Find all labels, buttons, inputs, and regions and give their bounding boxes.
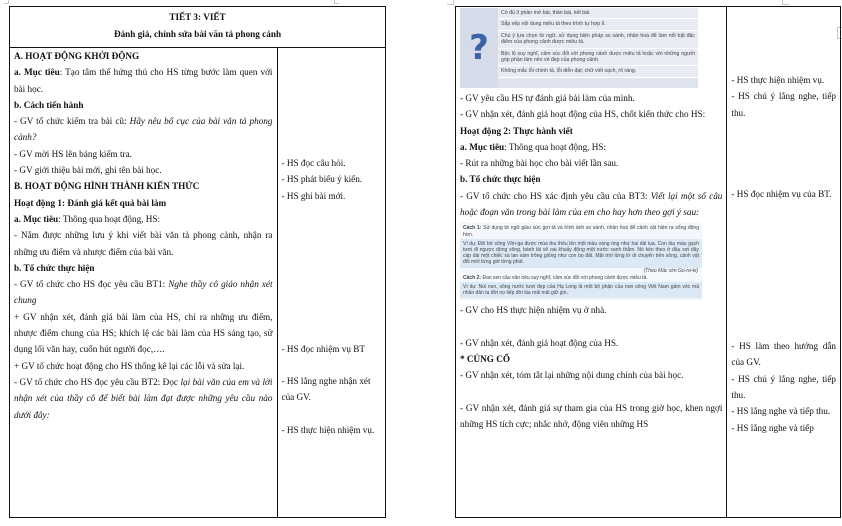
teacher-activity-column bbox=[456, 7, 727, 518]
bt3-instruction bbox=[460, 188, 722, 221]
checklist-figure bbox=[460, 8, 698, 88]
lesson-header-row bbox=[10, 7, 386, 48]
section-a-method: b. Cách tiến hành bbox=[14, 99, 84, 110]
bt1-sub-step: + GV tổ chức hoạt động cho HS thống kê lại các lỗi và sửa lại. bbox=[14, 360, 245, 371]
student-step: - HS đọc nhiệm vụ BT bbox=[281, 343, 365, 354]
student-step: - HS chú ý lắng nghe, tiếp thu. bbox=[731, 91, 836, 118]
activity-2-goal bbox=[460, 139, 722, 155]
goal-text: : Thông qua hoạt động, HS: bbox=[504, 141, 607, 152]
student-step: - HS lắng nghe và tiếp thu. bbox=[731, 406, 831, 417]
goal-item: - Rút ra những bài học cho bài viết lần sau. bbox=[460, 158, 619, 169]
teacher-activity-column bbox=[10, 48, 278, 518]
page-corner-mark bbox=[334, 0, 339, 4]
lesson-title: TIẾT 3: VIẾT bbox=[169, 12, 226, 22]
student-step: - HS đọc nhiệm vụ của BT. bbox=[731, 188, 832, 199]
way-text: Sử dụng từ ngữ giàu sức gợi tả và hình ảnh so sánh, nhân hoá để cảnh vật hiện ra sống động hơn. bbox=[463, 225, 699, 238]
goal-label: a. Mục tiêu bbox=[460, 141, 505, 152]
teacher-step: - GV nhận xét, đánh giá sự tham gia của HS trong giờ học, khen ngợi những HS tích cực; nhắc nhở, động viên những HS bbox=[460, 402, 723, 429]
activity-1-goal bbox=[14, 211, 273, 227]
goal-item: - Nắm được những lưu ý khi viết bài văn tả phong cảnh, nhận ra những ưu điểm và nhược điểm của bài văn. bbox=[14, 230, 273, 257]
student-step: - HS đọc câu hỏi. bbox=[281, 158, 346, 168]
bt2-italic: lại bài văn của em và lời nhận xét của thầy cô để biết bài làm đạt được những yêu cầu nào dưới đây: bbox=[14, 376, 273, 420]
text: - GV tổ chức cho HS đọc yêu cầu BT1: bbox=[14, 279, 169, 290]
way-1 bbox=[460, 224, 702, 238]
student-step: - HS ghi bài mới. bbox=[281, 190, 346, 201]
student-activity-column bbox=[277, 48, 386, 518]
lesson-body-row bbox=[10, 48, 386, 518]
teacher-step: - GV nhận xét, tóm tắt lại những nội dung chính của bài học. bbox=[460, 370, 684, 381]
goal-label: a. Mục tiêu bbox=[14, 67, 60, 78]
activity-1-heading: Hoạt động 1: Đánh giá kết quả bài làm bbox=[14, 197, 167, 208]
checklist-item: Chú ý lựa chọn từ ngữ, sử dụng biện pháp so sánh, nhân hoá để làm nổi bật đặc điểm của phong cảnh được miêu tả. bbox=[498, 31, 698, 49]
old-lesson-check bbox=[14, 113, 273, 146]
student-activity-column bbox=[727, 7, 841, 518]
consolidate-heading: * CỦNG CỐ bbox=[460, 354, 511, 364]
section-a-goal bbox=[14, 64, 273, 97]
checklist bbox=[498, 8, 698, 88]
way-2-example: Ví dụ: Núi non, sông nước tươi đẹp của Hạ Long là một bộ phận của non sông Việt Nam gấm vóc mà nhân dân ta đời nọ tiếp đời kia mãi mãi giữ gìn. bbox=[460, 282, 702, 298]
way-label: Cách 2: bbox=[463, 274, 482, 281]
student-step: - HS thực hiện nhiệm vụ. bbox=[731, 75, 825, 85]
student-step: - HS làm theo hướng dẫn của GV. bbox=[731, 341, 836, 368]
organize-heading: b. Tổ chức thực hiện bbox=[460, 174, 541, 185]
checklist-item: Không mắc lỗi chính tả, lỗi diễn đạt; chữ viết sạch, rõ ràng. bbox=[498, 66, 698, 77]
lesson-body-row bbox=[456, 7, 841, 518]
teacher-step: - GV mời HS lên bảng kiểm tra. bbox=[14, 148, 132, 159]
bt1-italic: Nghe thầy cô giáo nhận xét chung bbox=[14, 279, 273, 306]
example-source: (Theo Mác xim Go-rơ-ki) bbox=[643, 267, 698, 274]
section-b-heading: B. HOẠT ĐỘNG HÌNH THÀNH KIẾN THỨC bbox=[14, 181, 200, 192]
page-corner-mark bbox=[447, 0, 454, 5]
organize-heading: b. Tổ chức thực hiện bbox=[14, 262, 95, 273]
way-1-example: Ví dụ: Đôi bờ sông Vôn-ga được mùa thu thêu lên một màu vàng óng như hai dải lụa. Con tàu màu gạch tươi đi ngược dòng sông, bánh lái vẽ oai khuấy động một nước xanh thẳm. Nó kéo theo ở đầu sợi dây cáp dài một chiếc xà lan xám trông giống như con bọ đất. Mặt trời lừng lờ di chuyển trên sông, cảnh vật đổi mới từng giờ từng phút. bbox=[460, 239, 702, 268]
teacher-step: - GV cho HS thực hiện nhiệm vụ ở nhà. bbox=[460, 305, 607, 316]
student-step: - HS lắng nghe và tiếp bbox=[731, 422, 814, 433]
activity-2-heading: Hoạt động 2: Thực hành viết bbox=[460, 125, 573, 136]
lesson-subtitle: Đánh giá, chỉnh sửa bài văn tả phong cảnh bbox=[113, 29, 282, 39]
checklist-item: Sắp xếp nội dung miêu tả theo trình tự hợp lí. bbox=[498, 19, 698, 30]
goal-label: a. Mục tiêu bbox=[14, 213, 59, 224]
way-2 bbox=[460, 274, 702, 282]
question-italic: Hãy nêu bố cục của bài văn tả phong cảnh? bbox=[14, 116, 273, 143]
way-text: Đan xen câu văn nêu suy nghĩ, cảm xúc đối với phong cảnh được miêu tả. bbox=[481, 274, 648, 281]
example-figure bbox=[460, 222, 702, 300]
bt3-italic: Viết lại một số câu hoặc đoạn văn trong bài làm của em cho hay hơn theo gợi ý sau: bbox=[460, 190, 723, 218]
left-lesson-table bbox=[9, 6, 386, 518]
text: - GV tổ chức cho HS đọc yêu cầu BT2: Đọc bbox=[14, 376, 181, 387]
bt1-sub-step: + GV nhận xét, đánh giá bài làm của HS, chỉ ra những ưu điểm, nhược điểm chung của HS; khích lệ các bài làm của HS sáng tạo, sử dụng lối văn hay, cuốn hút người đọc,…. bbox=[14, 311, 273, 355]
teacher-step: - GV nhận xét, đánh giá hoạt động của HS. bbox=[460, 337, 619, 348]
page-corner-mark bbox=[4, 0, 9, 4]
teacher-step: - GV giới thiệu bài mới, ghi tên bài học. bbox=[14, 165, 162, 176]
way-label: Cách 1: bbox=[463, 225, 482, 232]
text: - GV tổ chức kiểm tra bài cũ: bbox=[14, 116, 130, 127]
student-step: - HS phát biểu ý kiến. bbox=[281, 174, 363, 185]
goal-text: : Tạo tâm thế hứng thú cho HS từng bước làm quen với bài học. bbox=[14, 67, 273, 94]
teacher-step: - GV yêu cầu HS tự đánh giá bài làm của mình. bbox=[460, 93, 635, 103]
page-corner-mark bbox=[782, 0, 789, 5]
checklist-item: Bộc lộ suy nghĩ, cảm xúc đối với phong cảnh được miêu tả hoặc với những người góp phần làm nên vẻ đẹp của phong cảnh. bbox=[498, 49, 698, 67]
teacher-step: - GV nhận xét, đánh giá hoạt động của HS, chốt kiến thức cho HS: bbox=[460, 109, 706, 120]
checklist-item: Có đủ 3 phần mở bài, thân bài, kết bài. bbox=[498, 8, 698, 19]
goal-text: : Thông qua hoạt động, HS: bbox=[58, 213, 161, 224]
bt1-instruction bbox=[14, 276, 273, 309]
student-step: - HS thực hiện nhiệm vụ. bbox=[281, 424, 375, 435]
student-step: - HS chú ý lắng nghe, tiếp thu. bbox=[731, 373, 836, 401]
section-a-heading: A. HOẠT ĐỘNG KHỞI ĐỘNG bbox=[14, 51, 140, 61]
right-lesson-table bbox=[455, 6, 841, 518]
bt2-instruction bbox=[14, 374, 273, 423]
student-step: - HS lắng nghe nhận xét của GV. bbox=[281, 376, 371, 403]
text: - GV tổ chức cho HS xác định yêu cầu của BT3: bbox=[460, 190, 651, 201]
question-mark-icon: ? bbox=[460, 8, 498, 88]
